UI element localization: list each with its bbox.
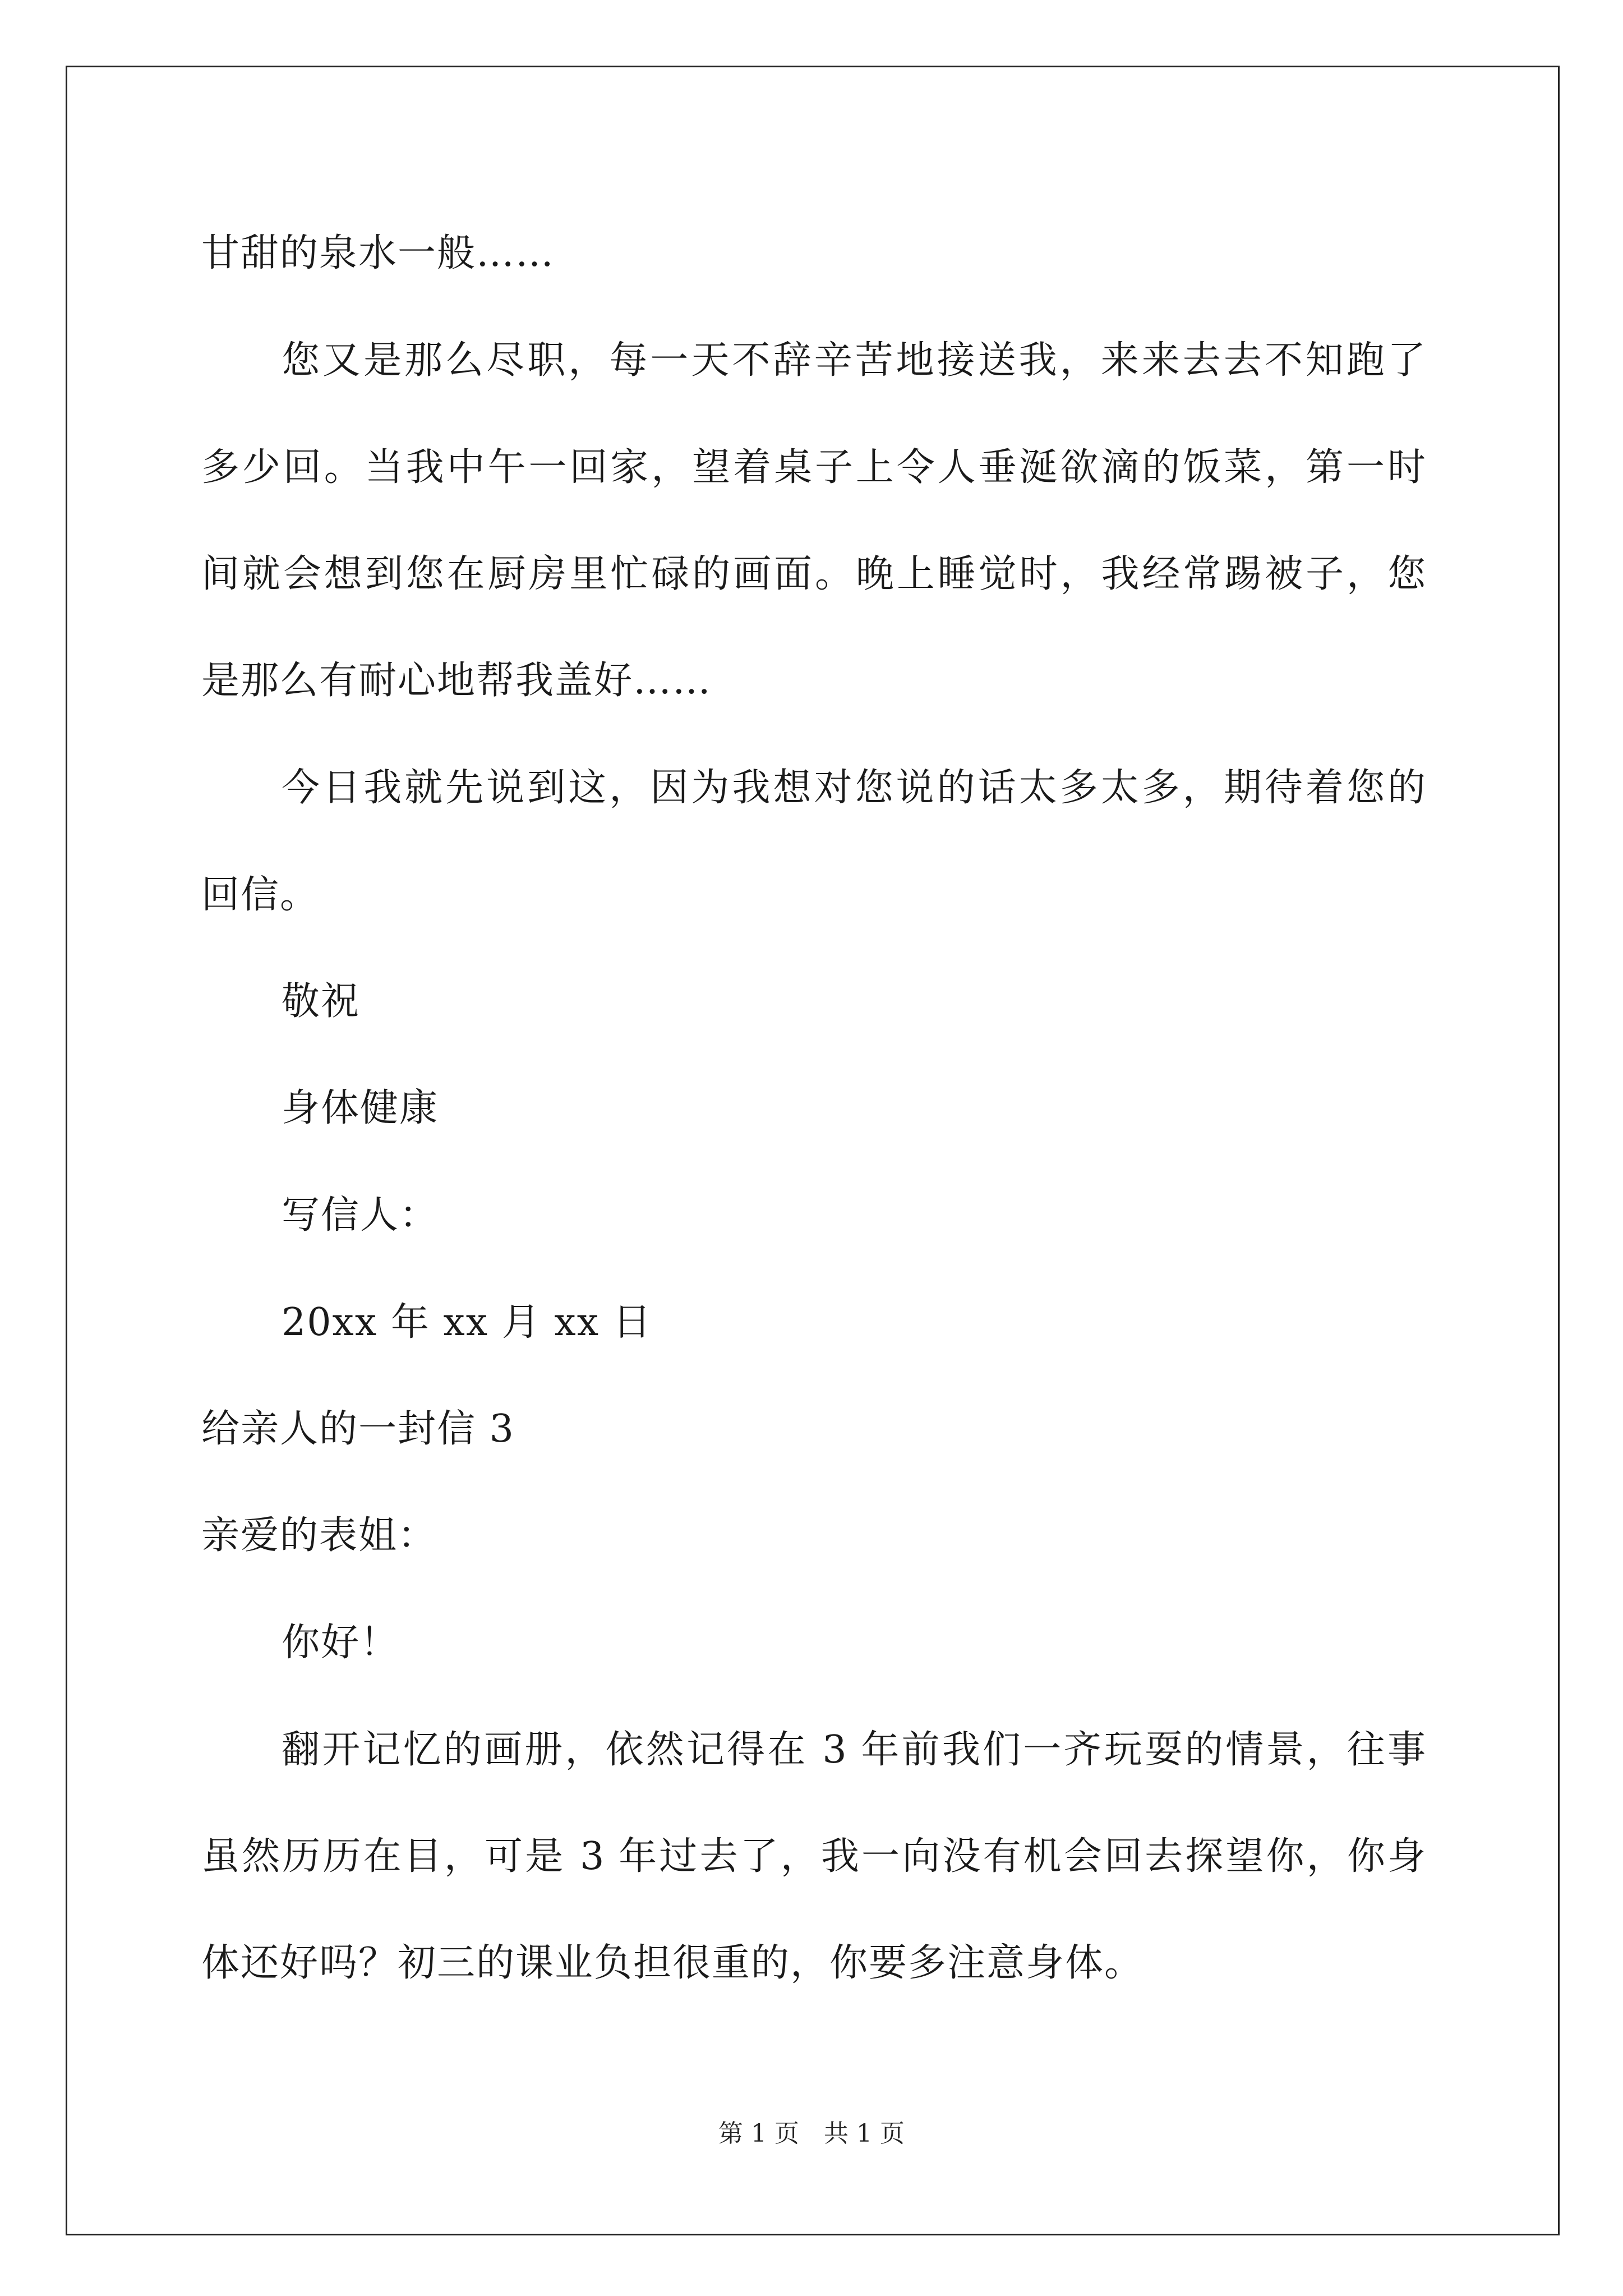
- closing-salutation: 敬祝: [282, 979, 361, 1024]
- signature-label: 写信人：: [282, 1193, 439, 1237]
- letter-date: 20xx 年 xx 月 xx 日: [282, 1300, 652, 1345]
- text-line: 您又是那么尽职，每一天不辞辛苦地接送我，来来去去不知跑了: [282, 338, 1426, 383]
- page-border: [66, 66, 1560, 2235]
- text-line: 多少回。当我中午一回家，望着桌子上令人垂涎欲滴的饭菜，第一时: [201, 445, 1426, 490]
- closing-wish: 身体健康: [282, 1086, 439, 1130]
- text-line: 今日我就先说到这，因为我想对您说的话太多太多，期待着您的: [282, 766, 1426, 810]
- text-line: 翻开记忆的画册，依然记得在 3 年前我们一齐玩耍的情景，往事: [282, 1728, 1426, 1772]
- text-line: 虽然历历在目，可是 3 年过去了，我一向没有机会回去探望你，你身: [201, 1834, 1426, 1879]
- letter-greeting: 亲爱的表姐：: [201, 1513, 437, 1558]
- text-line: 回信。: [201, 873, 320, 917]
- section-heading: 给亲人的一封信 3: [201, 1407, 515, 1451]
- text-line: 甘甜的泉水一般……: [201, 231, 555, 275]
- page-number: 第 1 页 共 1 页: [718, 2119, 905, 2148]
- text-line: 体还好吗？初三的课业负担很重的，你要多注意身体。: [201, 1941, 1144, 1985]
- text-line: 间就会想到您在厨房里忙碌的画面。晚上睡觉时，我经常踢被子，您: [201, 552, 1426, 596]
- text-line: 是那么有耐心地帮我盖好……: [201, 659, 712, 703]
- letter-hello: 你好！: [282, 1621, 400, 1665]
